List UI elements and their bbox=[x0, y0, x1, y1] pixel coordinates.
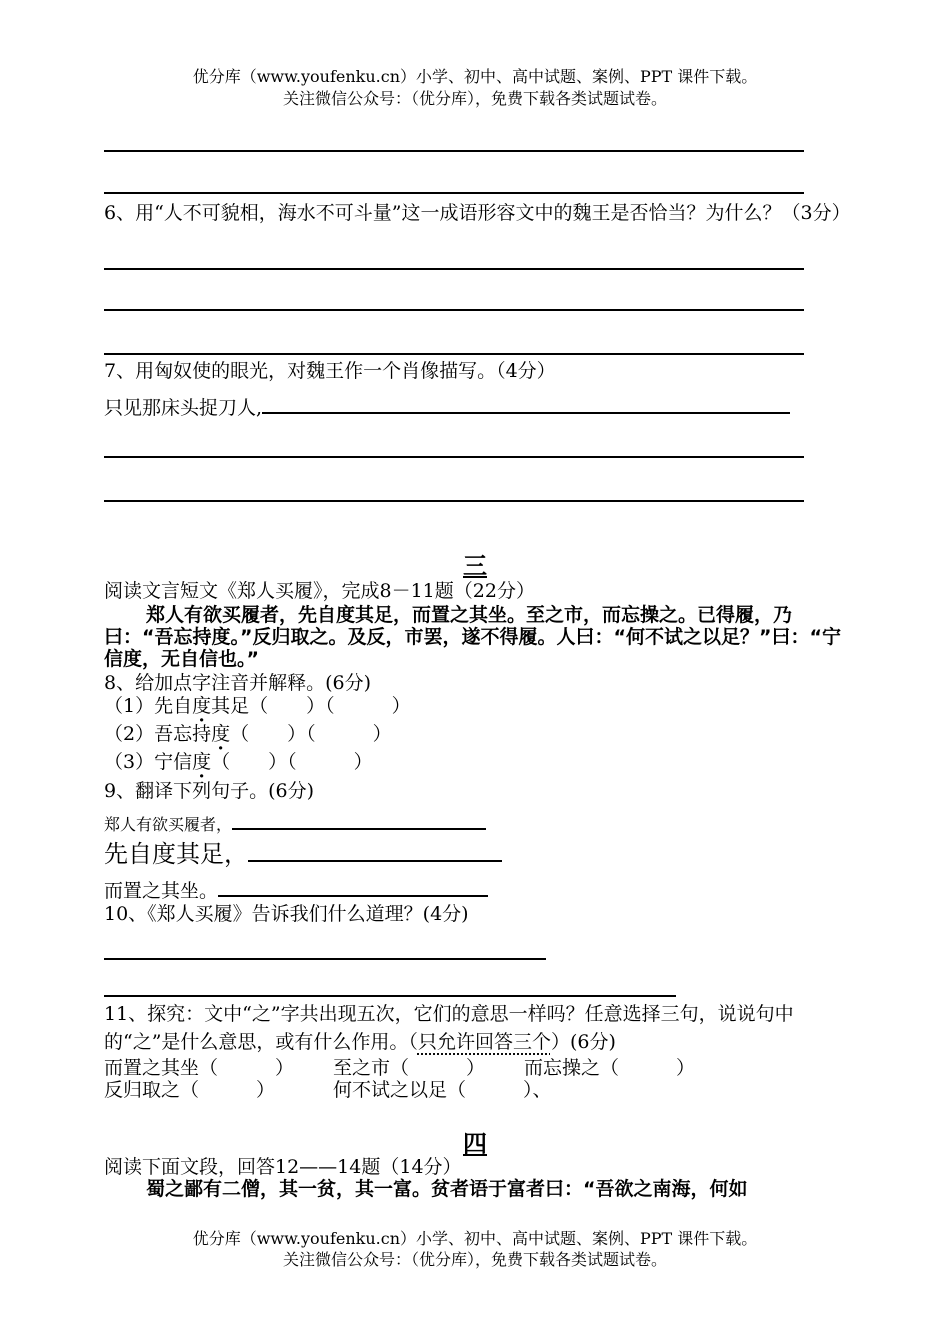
header-line-1: 优分库（www.youfenku.cn）小学、初中、高中试题、案例、PPT 课件下载。 bbox=[192, 67, 758, 86]
dotted-emphasis: 只允许回答三个 bbox=[417, 1031, 551, 1053]
item-blanks: （ ）（ ） bbox=[211, 751, 373, 773]
answer-line bbox=[104, 500, 804, 502]
item-text: （1）先自 bbox=[104, 695, 193, 717]
answer-line bbox=[104, 456, 804, 458]
question-11-text: 11、探究：文中“之”字共出现五次，它们的意思一样吗？任意选择三句，说说句中的“之”是什么意思，或有什么作用。（ bbox=[104, 1003, 794, 1053]
answer-line bbox=[104, 353, 804, 355]
question-9-sentence-1 bbox=[104, 812, 486, 837]
question-7-prompt-text: 只见那床头捉刀人, bbox=[104, 397, 263, 419]
fill-in-blank bbox=[218, 894, 488, 897]
fill-in-blank bbox=[248, 859, 502, 862]
question-7-prompt bbox=[104, 396, 790, 421]
section-4-number: 四 bbox=[463, 1129, 487, 1158]
answer-line bbox=[104, 150, 804, 152]
section-3-number: 三 bbox=[463, 551, 487, 580]
sentence-text: 而置之其坐。 bbox=[104, 880, 219, 902]
item-text: （3）宁信 bbox=[104, 751, 193, 773]
question-11-option-d: 反归取之（ ） bbox=[104, 1079, 276, 1101]
fill-in-blank bbox=[262, 411, 790, 414]
item-blanks: （ ）（ ） bbox=[230, 723, 392, 745]
footer-line-1: 优分库（www.youfenku.cn）小学、初中、高中试题、案例、PPT 课件下载。 bbox=[192, 1229, 758, 1248]
dotted-char: 度 bbox=[192, 695, 212, 717]
section-3-passage: 郑人有欲买履者，先自度其足，而置之其坐。至之市，而忘操之。已得履，乃曰：“吾忘持度。”反归取之。及反，市罢，遂不得履。人曰：“何不试之以足？”曰：“宁信度，无自信也。” bbox=[104, 604, 841, 670]
item-text: （2）吾忘持 bbox=[104, 723, 212, 745]
question-8-item-2 bbox=[104, 722, 392, 747]
item-blanks: 其足（ ）（ ） bbox=[211, 695, 411, 717]
section-4-intro: 阅读下面文段，回答12——14题（14分） bbox=[104, 1156, 462, 1178]
question-8-item-1 bbox=[104, 694, 411, 719]
question-11-score: ）(6分) bbox=[550, 1031, 616, 1053]
answer-line bbox=[104, 268, 804, 270]
answer-line bbox=[104, 995, 676, 997]
question-9-sentence-3 bbox=[104, 879, 488, 904]
question-11-option-c: 而忘操之（ ） bbox=[524, 1057, 696, 1079]
question-6: 6、用“人不可貌相，海水不可斗量”这一成语形容文中的魏王是否恰当？为什么？（3分） bbox=[104, 202, 851, 224]
question-9-sentence-2 bbox=[104, 842, 502, 867]
question-10: 10、《郑人买履》告诉我们什么道理？(4分) bbox=[104, 903, 469, 925]
sentence-text: 郑人有欲买履者， bbox=[104, 815, 233, 834]
section-4-passage: 蜀之鄙有二僧，其一贫，其一富。贫者语于富者曰：“吾欲之南海，何如 bbox=[146, 1178, 748, 1200]
question-8: 8、给加点字注音并解释。(6分) bbox=[104, 672, 372, 694]
question-11-option-a: 而置之其坐（ ） bbox=[104, 1057, 295, 1079]
answer-line bbox=[104, 958, 546, 960]
question-11-option-b: 至之市（ ） bbox=[333, 1057, 486, 1079]
question-11-option-e: 何不试之以足（ ）、 bbox=[333, 1079, 552, 1101]
question-8-item-3 bbox=[104, 750, 373, 775]
fill-in-blank bbox=[232, 827, 486, 830]
header-line-2: 关注微信公众号：（优分库），免费下载各类试题试卷。 bbox=[282, 89, 667, 108]
question-7: 7、用匈奴使的眼光，对魏王作一个肖像描写。（4分） bbox=[104, 360, 556, 382]
dotted-char: 度 bbox=[192, 751, 212, 773]
answer-line bbox=[104, 309, 804, 311]
question-11 bbox=[104, 1000, 846, 1056]
footer-line-2: 关注微信公众号：（优分库），免费下载各类试题试卷。 bbox=[282, 1250, 667, 1269]
dotted-char: 度 bbox=[211, 723, 231, 745]
answer-line bbox=[104, 192, 804, 194]
sentence-text: 先自度其足， bbox=[104, 840, 248, 868]
question-9: 9、翻译下列句子。(6分) bbox=[104, 780, 315, 802]
section-3-intro: 阅读文言短文《郑人买履》，完成8－11题（22分） bbox=[104, 580, 535, 602]
